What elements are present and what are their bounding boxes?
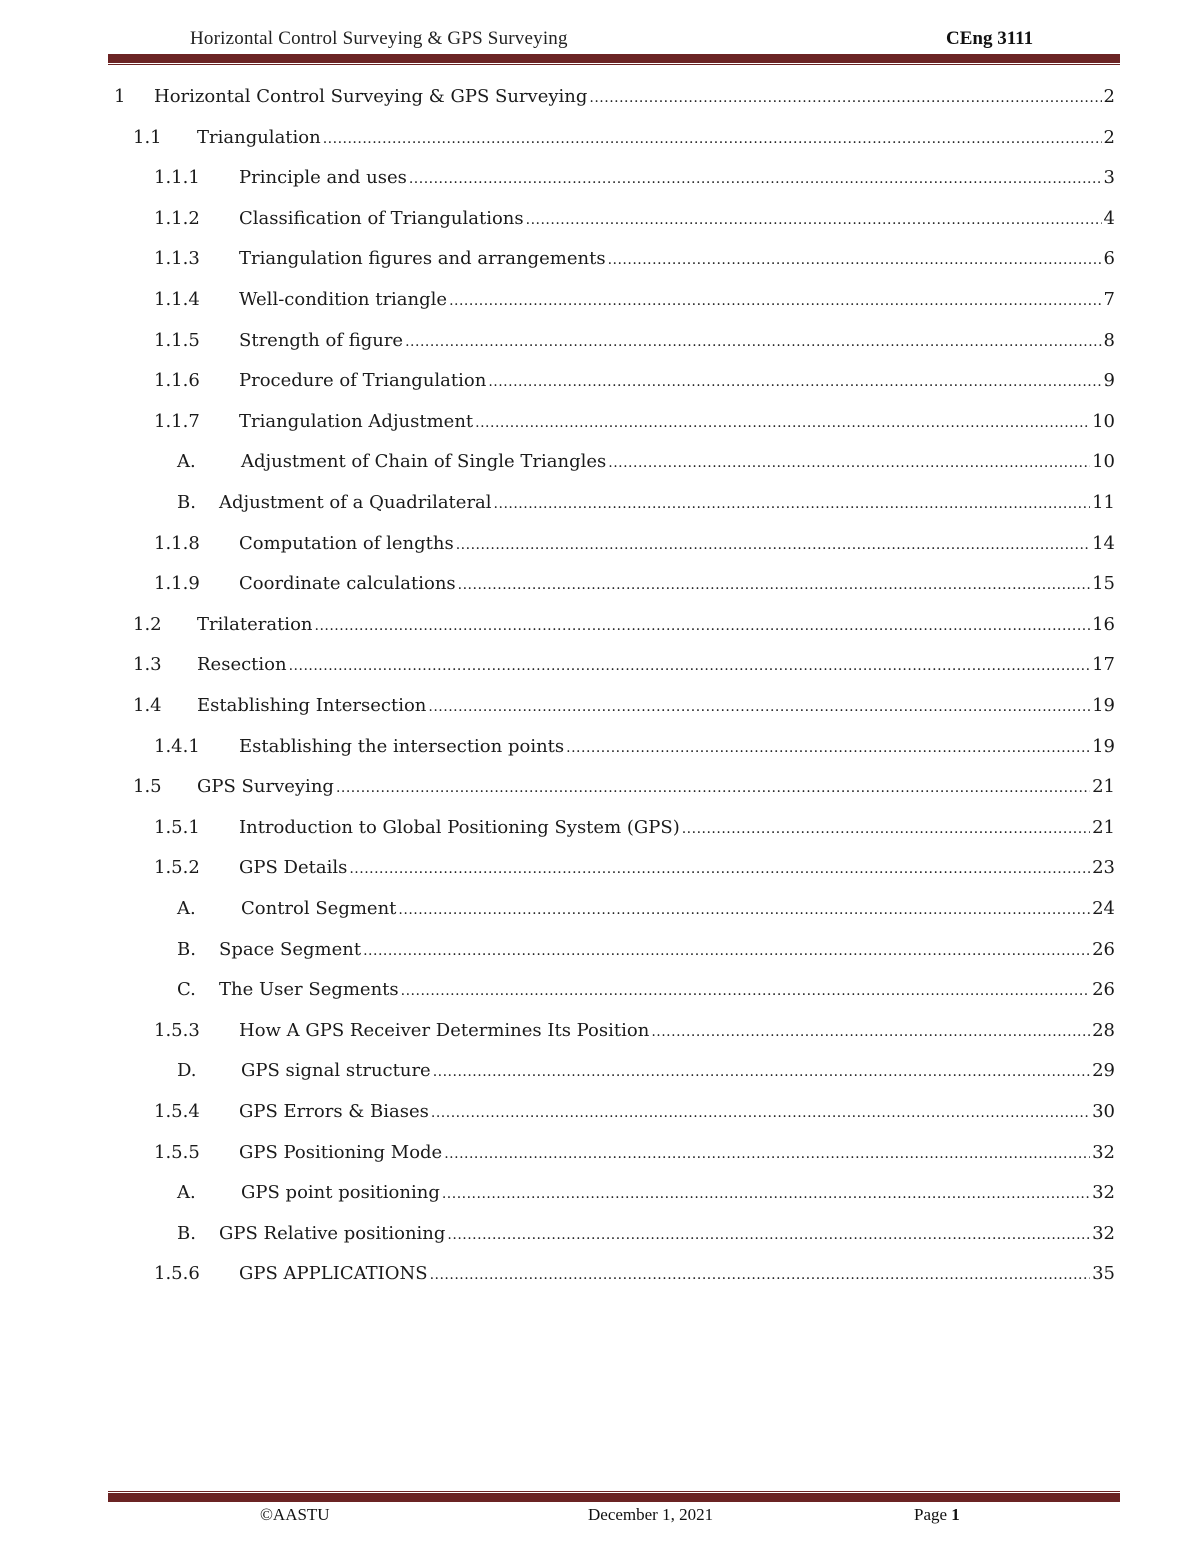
toc-entry-page: 35 bbox=[1092, 1263, 1115, 1285]
toc-entry-title: Triangulation figures and arrangements bbox=[239, 248, 606, 270]
toc-entry-title: Triangulation Adjustment bbox=[239, 410, 474, 432]
toc-entry-title: Computation of lengths bbox=[239, 532, 454, 554]
toc-entry-page: 4 bbox=[1103, 207, 1115, 229]
toc-entry-line bbox=[239, 1101, 1115, 1122]
toc-entry-number: A. bbox=[177, 451, 196, 473]
toc-entry-number: 1.1.7 bbox=[154, 410, 200, 432]
toc-entry-leader bbox=[444, 1146, 1090, 1162]
toc-entry-leader bbox=[526, 212, 1102, 228]
toc-entry-number: 1.5.1 bbox=[154, 816, 200, 838]
toc-entry-page: 32 bbox=[1092, 1141, 1115, 1163]
toc-entry-leader bbox=[428, 699, 1090, 715]
toc-entry-leader bbox=[682, 821, 1090, 837]
toc-entry-title: Procedure of Triangulation bbox=[239, 370, 487, 392]
toc-entry-leader bbox=[566, 740, 1090, 756]
toc-entry-line bbox=[239, 736, 1115, 757]
toc-entry-page: 26 bbox=[1092, 979, 1115, 1001]
toc-entry-title: Space Segment bbox=[219, 938, 362, 960]
toc-entry-line bbox=[241, 1060, 1115, 1081]
footer-copyright: ©AASTU bbox=[260, 1505, 330, 1524]
toc-entry-leader bbox=[409, 171, 1102, 187]
footer-page-number: 1 bbox=[951, 1505, 960, 1524]
toc-entry-line bbox=[239, 167, 1115, 188]
toc-entry[interactable] bbox=[0, 971, 1200, 1011]
toc-entry-page: 29 bbox=[1092, 1060, 1115, 1082]
toc-entry-leader bbox=[363, 943, 1090, 959]
toc-entry-number: 1.1.1 bbox=[154, 167, 200, 189]
toc-entry-page: 10 bbox=[1092, 451, 1115, 473]
toc-entry-title: Establishing the intersection points bbox=[239, 735, 565, 757]
toc-entry-leader bbox=[589, 90, 1101, 106]
toc-entry-leader bbox=[336, 780, 1090, 796]
toc-entry-number: C. bbox=[177, 979, 196, 1001]
toc-entry-line bbox=[241, 898, 1115, 919]
toc-entry[interactable] bbox=[0, 200, 1200, 240]
toc-entry-leader bbox=[349, 861, 1090, 877]
toc-entry-number: B. bbox=[177, 938, 196, 960]
toc-entry-line bbox=[197, 127, 1115, 148]
toc-entry-number: 1.1.9 bbox=[154, 573, 200, 595]
toc-entry[interactable] bbox=[0, 1012, 1200, 1052]
toc-entry-leader bbox=[323, 131, 1102, 147]
toc-entry-title: Classification of Triangulations bbox=[239, 207, 524, 229]
toc-entry-number: 1.5.3 bbox=[154, 1019, 200, 1041]
toc-entry-title: Coordinate calculations bbox=[239, 573, 456, 595]
header-rule bbox=[108, 54, 1120, 63]
toc-entry-title: Strength of figure bbox=[239, 329, 404, 351]
toc-entry-number: 1.1 bbox=[133, 126, 162, 148]
toc-entry-leader bbox=[458, 577, 1090, 593]
header-rule-thin bbox=[108, 64, 1120, 65]
toc-entry-line bbox=[239, 1263, 1115, 1284]
toc-entry-leader bbox=[608, 455, 1090, 471]
toc-entry-leader bbox=[442, 1186, 1090, 1202]
toc-entry-page: 3 bbox=[1103, 167, 1115, 189]
toc-entry-leader bbox=[488, 374, 1101, 390]
toc-entry-page: 6 bbox=[1103, 248, 1115, 270]
toc-entry-title: GPS APPLICATIONS bbox=[239, 1263, 428, 1285]
toc-entry-line bbox=[239, 857, 1115, 878]
toc-entry-page: 19 bbox=[1092, 695, 1115, 716]
toc-entry[interactable] bbox=[0, 281, 1200, 321]
toc-entry-title: Resection bbox=[197, 654, 287, 676]
toc-entry-page: 26 bbox=[1092, 938, 1115, 960]
toc-entry-line bbox=[239, 411, 1115, 432]
toc-entry[interactable] bbox=[0, 484, 1200, 524]
toc-entry-title: GPS Surveying bbox=[197, 776, 334, 798]
toc-entry[interactable] bbox=[0, 525, 1200, 565]
toc-entry-line bbox=[219, 939, 1115, 960]
toc-entry-leader bbox=[449, 293, 1101, 309]
toc-entry-line bbox=[197, 776, 1115, 797]
footer-page-label: Page bbox=[914, 1505, 948, 1524]
toc-entry-number: 1.4 bbox=[133, 695, 162, 716]
toc-entry-page: 17 bbox=[1092, 654, 1115, 676]
toc-entry[interactable] bbox=[0, 606, 1200, 646]
toc-entry-number: 1.5.4 bbox=[154, 1101, 200, 1122]
toc-entry[interactable] bbox=[0, 687, 1200, 727]
toc-entry[interactable] bbox=[0, 240, 1200, 280]
toc-entry[interactable] bbox=[0, 119, 1200, 159]
toc-entry-title: Adjustment of a Quadrilateral bbox=[219, 492, 492, 513]
toc-entry[interactable] bbox=[0, 809, 1200, 849]
toc-entry-leader bbox=[456, 537, 1090, 553]
toc-entry-number: D. bbox=[177, 1060, 197, 1082]
toc-entry-leader bbox=[430, 1267, 1091, 1283]
toc-entry-page: 32 bbox=[1092, 1182, 1115, 1204]
toc-entry[interactable] bbox=[0, 443, 1200, 483]
toc-entry-leader bbox=[289, 658, 1090, 674]
toc-entry[interactable] bbox=[0, 159, 1200, 199]
toc-entry-page: 30 bbox=[1092, 1101, 1115, 1122]
toc-entry-leader bbox=[315, 618, 1091, 634]
toc-entry-line bbox=[239, 370, 1115, 391]
toc-entry-leader bbox=[405, 334, 1101, 350]
toc-entry-line bbox=[239, 1020, 1115, 1041]
header-title: Horizontal Control Surveying & GPS Surveying bbox=[190, 28, 568, 49]
toc-entry-page: 32 bbox=[1092, 1222, 1115, 1244]
footer-rule-thin bbox=[108, 1491, 1120, 1492]
toc-entry-page: 2 bbox=[1103, 86, 1115, 107]
toc-entry-title: Establishing Intersection bbox=[197, 695, 427, 716]
toc-entry[interactable] bbox=[0, 1174, 1200, 1214]
toc-entry-leader bbox=[431, 1105, 1090, 1121]
toc-entry-page: 16 bbox=[1092, 613, 1115, 635]
toc-entry-leader bbox=[475, 415, 1090, 431]
toc-entry-leader bbox=[401, 983, 1090, 999]
toc-entry-line bbox=[239, 533, 1115, 554]
toc-entry[interactable] bbox=[0, 78, 1200, 118]
toc-entry-number: 1.1.8 bbox=[154, 532, 200, 554]
toc-entry-line bbox=[239, 1142, 1115, 1163]
toc-entry-title: Principle and uses bbox=[239, 167, 407, 189]
toc-entry-line bbox=[241, 1182, 1115, 1203]
toc-entry-title: Trilateration bbox=[197, 613, 313, 635]
toc-entry[interactable] bbox=[0, 322, 1200, 362]
toc-entry-number: 1.1.5 bbox=[154, 329, 200, 351]
toc-entry-title: Control Segment bbox=[241, 898, 397, 919]
toc-entry-number: B. bbox=[177, 1222, 196, 1244]
toc-entry-line bbox=[219, 492, 1115, 513]
toc-entry[interactable] bbox=[0, 1255, 1200, 1295]
toc-entry-number: 1.5.5 bbox=[154, 1141, 200, 1163]
toc-entry-title: GPS Details bbox=[239, 857, 348, 879]
toc-entry-line bbox=[197, 654, 1115, 675]
toc-entry-title: The User Segments bbox=[219, 979, 399, 1001]
toc-entry-page: 28 bbox=[1092, 1019, 1115, 1041]
toc-entry-leader bbox=[651, 1024, 1090, 1040]
toc-entry-line bbox=[239, 573, 1115, 594]
toc-entry-leader bbox=[398, 902, 1090, 918]
toc-entry-number: 1.4.1 bbox=[154, 735, 200, 757]
toc-entry[interactable] bbox=[0, 403, 1200, 443]
toc-entry-page: 19 bbox=[1092, 735, 1115, 757]
toc-entry[interactable] bbox=[0, 1215, 1200, 1255]
toc-entry-number: 1 bbox=[114, 86, 126, 107]
toc-entry-page: 10 bbox=[1092, 410, 1115, 432]
toc-entry-line bbox=[219, 1223, 1115, 1244]
toc-entry-line bbox=[239, 289, 1115, 310]
toc-entry-leader bbox=[494, 496, 1091, 512]
toc-entry-page: 7 bbox=[1103, 289, 1115, 310]
toc-entry-number: 1.1.4 bbox=[154, 289, 200, 310]
toc-entry-number: 1.1.6 bbox=[154, 370, 200, 392]
toc-entry-title: GPS Positioning Mode bbox=[239, 1141, 443, 1163]
toc-entry[interactable] bbox=[0, 931, 1200, 971]
toc-entry-page: 21 bbox=[1092, 816, 1115, 838]
toc-entry-page: 21 bbox=[1092, 776, 1115, 798]
toc-entry-line bbox=[219, 979, 1115, 1000]
footer-rule bbox=[108, 1493, 1120, 1502]
footer-date: December 1, 2021 bbox=[588, 1505, 714, 1524]
toc-entry-title: GPS Relative positioning bbox=[219, 1222, 446, 1244]
toc-entry[interactable] bbox=[0, 1093, 1200, 1133]
toc-entry-title: Adjustment of Chain of Single Triangles bbox=[241, 451, 607, 473]
toc-entry-title: GPS signal structure bbox=[241, 1060, 431, 1082]
toc-entry-leader bbox=[608, 252, 1102, 268]
toc-entry-number: A. bbox=[177, 898, 196, 919]
header-course-code: CEng 3111 bbox=[946, 28, 1034, 49]
footer-page bbox=[914, 1505, 960, 1525]
toc-entry-title: GPS point positioning bbox=[241, 1182, 440, 1204]
toc-entry[interactable] bbox=[0, 768, 1200, 808]
toc-entry-title: How A GPS Receiver Determines Its Position bbox=[239, 1019, 650, 1041]
toc-entry-title: Introduction to Global Positioning System (GPS) bbox=[239, 816, 680, 838]
toc-entry[interactable] bbox=[0, 1134, 1200, 1174]
toc-entry-title: Triangulation bbox=[197, 126, 321, 148]
toc-entry[interactable] bbox=[0, 728, 1200, 768]
toc-entry-title: GPS Errors & Biases bbox=[239, 1101, 429, 1122]
toc-entry-line bbox=[239, 330, 1115, 351]
toc-entry-line bbox=[239, 248, 1115, 269]
toc-entry-line bbox=[241, 451, 1115, 472]
toc-entry[interactable] bbox=[0, 849, 1200, 889]
toc-entry-page: 14 bbox=[1092, 532, 1115, 554]
toc-entry-line bbox=[197, 614, 1115, 635]
toc-entry-number: 1.3 bbox=[133, 654, 162, 676]
toc-entry-page: 23 bbox=[1092, 857, 1115, 879]
toc-entry-number: 1.1.3 bbox=[154, 248, 200, 270]
toc-entry-number: 1.5.6 bbox=[154, 1263, 200, 1285]
toc-entry-page: 11 bbox=[1092, 492, 1115, 513]
toc-entry-title: Horizontal Control Surveying & GPS Surveying bbox=[154, 86, 588, 107]
toc-entry-line bbox=[239, 817, 1115, 838]
toc-entry-number: B. bbox=[177, 492, 196, 513]
toc-entry-number: A. bbox=[177, 1182, 196, 1204]
toc-entry-number: 1.2 bbox=[133, 613, 162, 635]
toc-entry-leader bbox=[433, 1064, 1090, 1080]
toc-entry-number: 1.5.2 bbox=[154, 857, 200, 879]
toc-entry-number: 1.5 bbox=[133, 776, 162, 798]
toc-entry-page: 2 bbox=[1103, 126, 1115, 148]
toc-entry-page: 15 bbox=[1092, 573, 1115, 595]
toc-entry[interactable] bbox=[0, 565, 1200, 605]
toc-entry[interactable] bbox=[0, 646, 1200, 686]
toc-entry[interactable] bbox=[0, 890, 1200, 930]
toc-entry-title: Well-condition triangle bbox=[239, 289, 448, 310]
toc-entry-line bbox=[197, 695, 1115, 716]
toc-entry[interactable] bbox=[0, 362, 1200, 402]
toc-entry-page: 24 bbox=[1092, 898, 1115, 919]
toc-entry-page: 8 bbox=[1103, 329, 1115, 351]
toc-entry-line bbox=[154, 86, 1115, 107]
toc-entry-page: 9 bbox=[1103, 370, 1115, 392]
toc-entry-number: 1.1.2 bbox=[154, 207, 200, 229]
toc-entry-leader bbox=[447, 1227, 1090, 1243]
toc-entry[interactable] bbox=[0, 1052, 1200, 1092]
toc-entry-line bbox=[239, 208, 1115, 229]
